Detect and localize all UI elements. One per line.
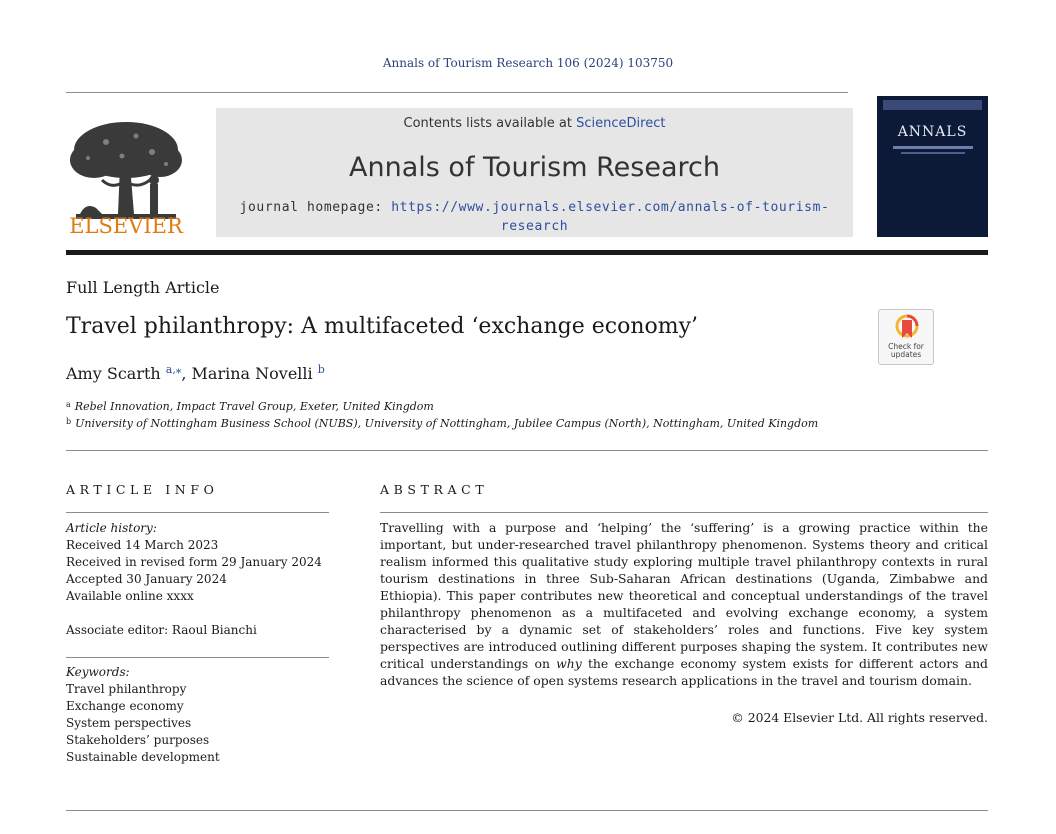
check-for-updates-icon [895,314,919,342]
history-item: Received in revised form 29 January 2024 [66,555,322,569]
affiliation-a [66,400,434,413]
check-for-updates-button[interactable] [878,309,934,365]
abstract-emphasis: why [556,656,582,671]
abstract-text [380,519,988,689]
journal-banner [216,108,853,237]
history-label: Article history: [66,521,157,535]
associate-editor: Associate editor: Raoul Bianchi [66,623,257,637]
header-rule [66,92,848,93]
keyword-item: Exchange economy [66,699,184,713]
cover-title: ANNALS [897,124,968,140]
contents-line [216,116,853,131]
journal-homepage [236,198,833,236]
author-list [66,363,325,383]
section-rule [66,450,988,451]
affiliation-marker: a [66,400,71,409]
sciencedirect-link[interactable]: ScienceDirect [576,116,666,131]
cover-line [901,152,965,154]
cover-line [893,146,973,149]
publisher-wordmark: ELSEVIER [69,214,183,238]
keywords-list [66,664,336,766]
footer-rule [66,810,988,811]
affiliation-text: University of Nottingham Business School (NUBS), University of Nottingham, Jubilee Campus (North), Nottingham, United Kingdom [75,417,819,430]
homepage-prefix: journal homepage: [239,200,392,215]
abstract-text-part: Travelling with a purpose and ‘helping’ the ‘suffering’ is a growing practice within the important, but under-researched travel philanthropy phenomenon. Systems theory and critical realism informed this qualitative study exploring multiple travel philanthropy contexts in rural tourism destinations in three Sub-Saharan African destinations (Uganda, Zimbabwe and Ethiopia). This paper contributes new theoretical and conceptual understandings of the travel philanthropy phenomenon as a multifaceted and evolving exchange economy, a system characterised by a dynamic set of stakeholders’ roles and functions. Five key system perspectives are introduced outlining different purposes shaping the system. It contributes new critical understandings on [380,520,988,671]
affiliation-text: Rebel Innovation, Impact Travel Group, Exeter, United Kingdom [74,400,434,413]
history-item: Available online xxxx [66,589,194,603]
author-name[interactable]: Amy Scarth [66,364,161,383]
article-type: Full Length Article [66,278,220,297]
abstract-rule [380,512,988,513]
keywords-label: Keywords: [66,665,130,679]
author-affiliation-marker[interactable]: a,⁎ [165,363,182,376]
abstract-text-part: the exchange economy system exists for different actors and advances the science of open systems research applications in the travel and tourism domain. [380,656,988,688]
article-title: Travel philanthropy: A multifaceted ‘exchange economy’ [66,314,699,339]
author-name[interactable]: Marina Novelli [191,364,313,383]
keyword-item: Stakeholders’ purposes [66,733,210,747]
article-info-rule [66,512,329,513]
keyword-item: Sustainable development [66,750,220,764]
keyword-item: System perspectives [66,716,192,730]
contents-prefix: Contents lists available at [403,116,577,131]
homepage-link[interactable]: https://www.journals.elsevier.com/annals-of-tourism-research [391,200,830,234]
abstract-heading: ABSTRACT [380,482,489,497]
journal-citation[interactable]: Annals of Tourism Research 106 (2024) 103750 [382,56,674,70]
cover-strip [883,100,982,110]
keyword-item: Travel philanthropy [66,682,187,696]
journal-cover[interactable] [877,96,988,237]
author-affiliation-marker[interactable]: b [317,363,325,376]
article-history [66,520,336,605]
history-item: Received 14 March 2023 [66,538,219,552]
author-separator: , [181,364,192,383]
affiliation-b [66,417,818,430]
keywords-rule [66,657,329,658]
affiliation-marker: b [66,417,72,426]
history-item: Accepted 30 January 2024 [66,572,227,586]
copyright-notice: © 2024 Elsevier Ltd. All rights reserved. [731,710,988,725]
header-thick-rule [66,250,988,255]
article-info-heading: ARTICLE INFO [66,482,219,497]
journal-title: Annals of Tourism Research [349,152,720,183]
check-for-updates-label: Check for updates [888,342,924,359]
